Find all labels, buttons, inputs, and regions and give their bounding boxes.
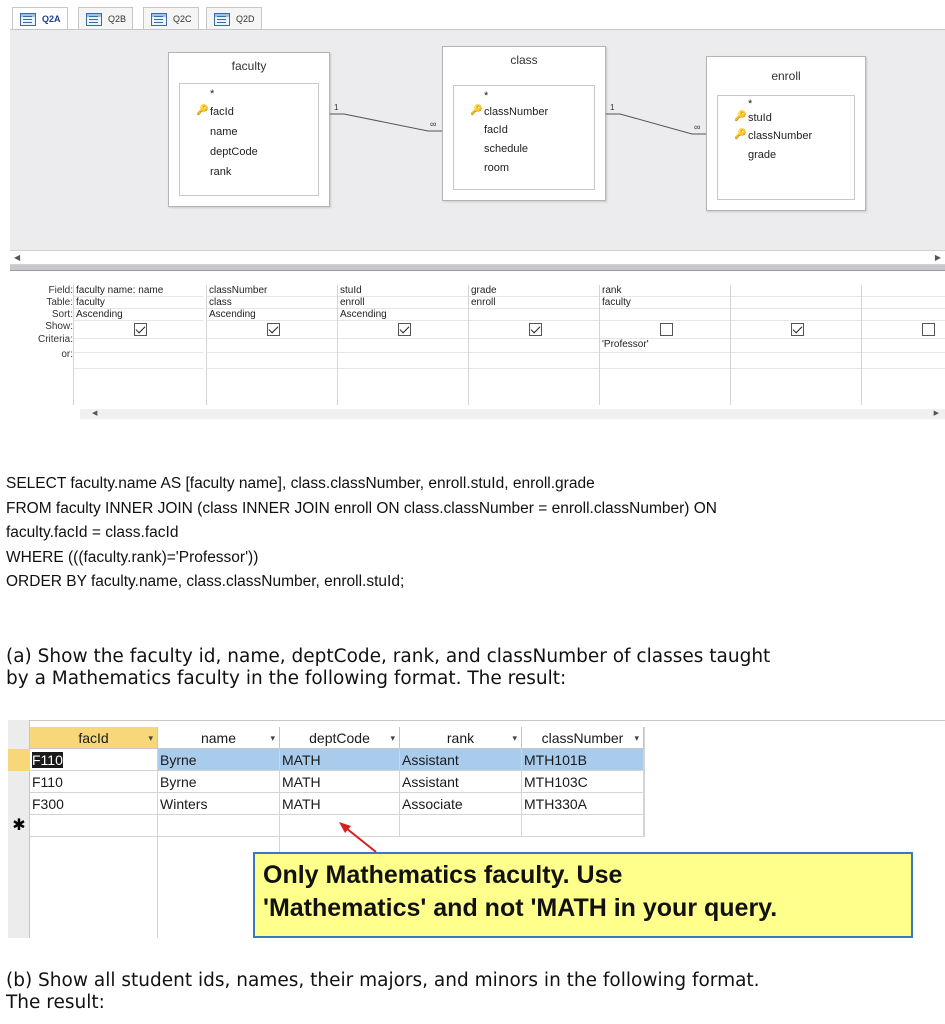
- table-cell[interactable]: Byrne: [158, 749, 280, 771]
- grid-cell-field[interactable]: grade: [469, 285, 599, 297]
- datasheet-top-border: [8, 720, 945, 721]
- question-b: [6, 970, 936, 1014]
- sql-line: FROM faculty INNER JOIN (class INNER JOIN enroll ON class.classNumber = enroll.classNumber) ON: [6, 499, 717, 517]
- tab-q2b[interactable]: [78, 7, 133, 29]
- grid-cell-show: [469, 321, 599, 339]
- tab-q2d[interactable]: [206, 7, 262, 29]
- row-label-table: Table:: [46, 297, 73, 308]
- record-selector-current[interactable]: [8, 749, 30, 771]
- scroll-left-icon[interactable]: ◀: [14, 253, 21, 262]
- callout-line: Only Mathematics faculty. Use: [263, 861, 623, 889]
- table-cell[interactable]: MTH103C: [522, 771, 644, 793]
- relationship-class-enroll[interactable]: [606, 114, 706, 134]
- grid-cell-field[interactable]: rank: [600, 285, 730, 297]
- row-label-criteria: Criteria:: [37, 334, 73, 345]
- column-header-facid[interactable]: [30, 727, 158, 749]
- scroll-right-icon[interactable]: ▶: [933, 410, 939, 417]
- grid-cell-sort[interactable]: Ascending: [338, 309, 468, 321]
- question-line: (b) Show all student ids, names, their majors, and minors in the following format.: [6, 970, 760, 991]
- column-header-label: name: [200, 730, 237, 746]
- grid-cell-sort[interactable]: Ascending: [74, 309, 204, 321]
- grid-cell-or[interactable]: [731, 353, 861, 369]
- grid-cell-sort[interactable]: [600, 309, 730, 321]
- grid-cell-or[interactable]: [74, 353, 204, 369]
- new-record-cell[interactable]: [280, 815, 400, 837]
- filter-dropdown-icon[interactable]: ▾: [390, 733, 395, 743]
- primary-key-icon: 🔑: [734, 129, 747, 140]
- grid-cell-field[interactable]: [862, 285, 945, 297]
- primary-key-icon: 🔑: [470, 105, 483, 116]
- grid-cell-field[interactable]: stuId: [338, 285, 468, 297]
- query-design-grid: [10, 271, 945, 420]
- new-record-cell[interactable]: [400, 815, 522, 837]
- grid-cell-criteria[interactable]: [862, 339, 945, 353]
- grid-cell-show: [862, 321, 945, 339]
- grid-cell-table[interactable]: faculty: [600, 297, 730, 309]
- scroll-right-icon[interactable]: ▶: [934, 253, 941, 262]
- show-checkbox[interactable]: [922, 323, 935, 336]
- filter-dropdown-icon[interactable]: ▾: [148, 733, 153, 743]
- grid-cell-or[interactable]: [338, 353, 468, 369]
- show-checkbox[interactable]: [529, 323, 542, 336]
- grid-line: [644, 727, 645, 837]
- grid-cell-or[interactable]: [600, 353, 730, 369]
- sql-line: WHERE (((faculty.rank)='Professor')): [6, 548, 259, 566]
- field-item[interactable]: *: [484, 90, 489, 102]
- join-many-mark: ∞: [430, 119, 437, 129]
- grid-cell-table[interactable]: class: [207, 297, 337, 309]
- sql-line: faculty.facId = class.facId: [6, 524, 179, 541]
- column-header-classnumber[interactable]: [522, 727, 644, 749]
- field-item[interactable]: facId: [484, 124, 508, 136]
- table-cell[interactable]: Associate: [400, 793, 522, 815]
- grid-column: [337, 285, 468, 405]
- row-label-or: or:: [61, 349, 73, 360]
- tab-q2c[interactable]: [143, 7, 199, 29]
- grid-cell-criteria[interactable]: [469, 339, 599, 353]
- grid-cell-or[interactable]: [207, 353, 337, 369]
- query-design-surface: [10, 30, 945, 252]
- query-icon: [213, 12, 231, 25]
- table-title: class: [510, 53, 538, 67]
- join-one-mark: 1: [334, 103, 339, 112]
- sql-statement: [6, 472, 936, 595]
- row-label-field: Field:: [48, 285, 73, 296]
- grid-cell-criteria[interactable]: [731, 339, 861, 353]
- question-line: The result:: [6, 992, 105, 1013]
- grid-cell-show: [207, 321, 337, 339]
- new-record-cell[interactable]: [522, 815, 644, 837]
- show-checkbox[interactable]: [134, 323, 147, 336]
- grid-cell-sort[interactable]: [862, 309, 945, 321]
- grid-cell-show: [731, 321, 861, 339]
- tab-label: Q2A: [42, 13, 61, 24]
- table-cell[interactable]: F110: [30, 771, 158, 793]
- field-item[interactable]: *: [210, 88, 215, 100]
- grid-cell-or[interactable]: [469, 353, 599, 369]
- row-label-show: Show:: [45, 321, 73, 332]
- table-cell[interactable]: MATH: [280, 771, 400, 793]
- table-cell[interactable]: MATH: [280, 749, 400, 771]
- grid-cell-show: [338, 321, 468, 339]
- table-cell[interactable]: MATH: [280, 793, 400, 815]
- filter-dropdown-icon[interactable]: ▾: [270, 733, 275, 743]
- new-record-cell[interactable]: [158, 815, 280, 837]
- grid-cell-sort[interactable]: [469, 309, 599, 321]
- grid-column: [861, 285, 945, 405]
- column-header-label: classNumber: [541, 730, 624, 746]
- callout-note: [253, 852, 913, 938]
- field-item[interactable]: *: [748, 98, 753, 110]
- field-item[interactable]: schedule: [484, 143, 529, 155]
- new-record-cell[interactable]: [30, 815, 158, 837]
- show-checkbox[interactable]: [791, 323, 804, 336]
- table-cell[interactable]: [30, 749, 158, 771]
- table-cell[interactable]: MTH101B: [522, 749, 644, 771]
- grid-cell-table[interactable]: enroll: [338, 297, 468, 309]
- sql-line: SELECT faculty.name AS [faculty name], class.classNumber, enroll.stuId, enroll.grade: [6, 475, 595, 492]
- primary-key-icon: 🔑: [196, 105, 209, 116]
- grid-column: [206, 285, 337, 405]
- table-cell[interactable]: MTH330A: [522, 793, 644, 815]
- tab-label: Q2B: [108, 13, 127, 24]
- tab-q2a[interactable]: [12, 7, 68, 29]
- table-title: faculty: [231, 59, 267, 73]
- relationship-lines: [10, 30, 945, 252]
- field-item[interactable]: name: [210, 126, 238, 138]
- table-cell[interactable]: Assistant: [400, 771, 522, 793]
- field-item[interactable]: 🔑 classNumber: [734, 129, 813, 142]
- tab-label: Q2C: [173, 13, 192, 24]
- question-line: by a Mathematics faculty in the following format. The result:: [6, 668, 567, 689]
- tab-label: Q2D: [236, 13, 255, 24]
- grid-horizontal-scrollbar[interactable]: [80, 409, 945, 419]
- field-item[interactable]: 🔑 stuId: [734, 111, 772, 124]
- table-title: enroll: [771, 69, 801, 83]
- row-label-sort: Sort:: [51, 309, 73, 320]
- question-line: (a) Show the faculty id, name, deptCode, rank, and classNumber of classes taught: [6, 646, 771, 667]
- show-checkbox[interactable]: [398, 323, 411, 336]
- grid-column: [468, 285, 599, 405]
- grid-column: [73, 285, 204, 405]
- join-one-mark: 1: [610, 103, 615, 112]
- column-header-name[interactable]: [158, 727, 280, 749]
- selected-cell-text: F110: [32, 752, 63, 768]
- grid-cell-table[interactable]: [862, 297, 945, 309]
- scroll-left-icon[interactable]: ◀: [92, 410, 98, 417]
- filter-dropdown-icon[interactable]: ▾: [634, 733, 639, 743]
- table-cell[interactable]: F300: [30, 793, 158, 815]
- grid-cell-show: [600, 321, 730, 339]
- show-checkbox[interactable]: [660, 323, 673, 336]
- field-item[interactable]: deptCode: [210, 146, 258, 158]
- grid-cell-sort[interactable]: Ascending: [207, 309, 337, 321]
- new-record-icon[interactable]: ✱: [12, 817, 26, 834]
- grid-cell-criteria[interactable]: 'Professor': [600, 339, 730, 353]
- grid-cell-field[interactable]: classNumber: [207, 285, 337, 297]
- field-item[interactable]: 🔑 classNumber: [470, 105, 549, 118]
- field-item[interactable]: grade: [748, 149, 777, 161]
- grid-cell-field[interactable]: [731, 285, 861, 297]
- grid-cell-field[interactable]: faculty name: name: [74, 285, 204, 297]
- grid-row-labels: [10, 285, 73, 363]
- grid-column: [599, 285, 730, 405]
- table-cell[interactable]: Byrne: [158, 771, 280, 793]
- field-item[interactable]: rank: [210, 166, 232, 178]
- table-cell[interactable]: Winters: [158, 793, 280, 815]
- column-header-label: rank: [446, 730, 475, 746]
- design-horizontal-scrollbar[interactable]: [10, 250, 945, 265]
- record-selector[interactable]: [8, 771, 30, 793]
- grid-cell-criteria[interactable]: [338, 339, 468, 353]
- show-checkbox[interactable]: [267, 323, 280, 336]
- primary-key-icon: 🔑: [734, 111, 747, 122]
- grid-column: [730, 285, 861, 405]
- column-header-label: deptCode: [309, 730, 370, 746]
- filter-dropdown-icon[interactable]: ▾: [512, 733, 517, 743]
- grid-cell-table[interactable]: enroll: [469, 297, 599, 309]
- query-icon: [150, 12, 168, 25]
- grid-cell-table[interactable]: faculty: [74, 297, 204, 309]
- grid-line: [157, 837, 158, 938]
- record-selector-column: [8, 720, 30, 938]
- record-selector[interactable]: [8, 793, 30, 815]
- table-cell[interactable]: Assistant: [400, 749, 522, 771]
- grid-cell-or[interactable]: [862, 353, 945, 369]
- grid-cell-table[interactable]: [731, 297, 861, 309]
- grid-cell-show: [74, 321, 204, 339]
- field-item[interactable]: room: [484, 162, 510, 174]
- column-header-rank[interactable]: [400, 727, 522, 749]
- query-tab-strip: [0, 0, 945, 34]
- join-many-mark: ∞: [694, 122, 701, 132]
- sql-line: ORDER BY faculty.name, class.classNumber, enroll.stuId;: [6, 573, 405, 590]
- grid-cell-criteria[interactable]: [207, 339, 337, 353]
- column-header-deptcode[interactable]: [280, 727, 400, 749]
- column-header-label: facId: [78, 730, 109, 746]
- grid-cell-sort[interactable]: [731, 309, 861, 321]
- question-a: [6, 646, 936, 690]
- relationship-faculty-class[interactable]: [330, 114, 442, 131]
- grid-cell-criteria[interactable]: [74, 339, 204, 353]
- query-icon: [19, 12, 37, 25]
- query-icon: [85, 12, 103, 25]
- callout-line: 'Mathematics' and not 'MATH in your query.: [263, 894, 778, 922]
- field-item[interactable]: 🔑 facId: [196, 105, 234, 118]
